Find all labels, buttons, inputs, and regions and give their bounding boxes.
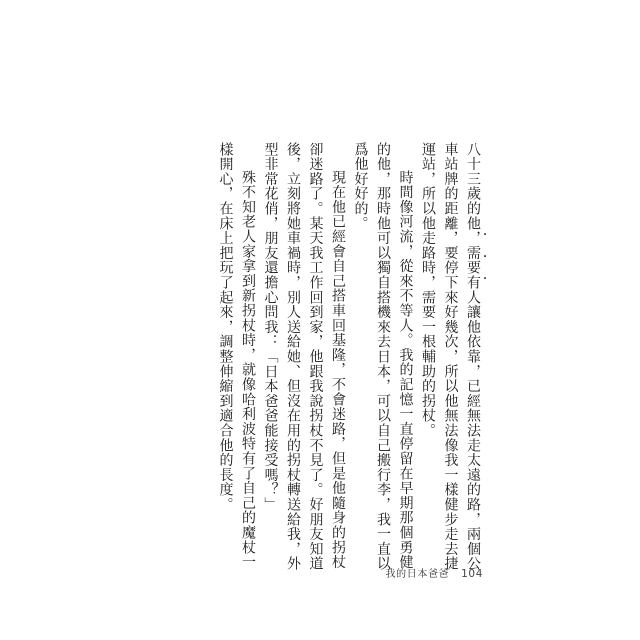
running-title: 我的日本爸爸	[385, 569, 450, 580]
page-footer	[386, 565, 483, 580]
scene-break-dot: ・	[480, 274, 490, 285]
scene-break-dot: ・	[480, 252, 490, 263]
page-number: 104	[461, 568, 483, 580]
paragraph-1: 八十三歲的他，需要有人讓他依靠，已經無法走太遠的路，兩個公車站牌的距離，要停下來好幾次，所以他無法像我一樣健步走去捷運站，所以他走路時，需要一根輔助的拐杖。	[420, 142, 481, 572]
scene-break-dot: ・	[480, 230, 490, 241]
paragraph-2: 時間像河流，從來不等人。我的記憶一直停留在早期那個勇健的他，那時他可以獨自搭機來去日本，可以自己搬行李，我一直以爲他好好的。	[352, 142, 414, 572]
paragraph-4: 殊不知老人家拿到新拐杖時，就像哈利波特有了自己的魔杖一樣開心，在床上把玩了起來，調整伸縮到適合他的長度。	[217, 142, 256, 570]
paragraph-3: 現在他已經會自己搭車回基隆，不會迷路，但是他隨身的拐杖卻迷路了。某天我工作回到家，他跟我說拐杖不見了。好朋友知道後，立刻將她車禍時，別人送給她、但沒在用的拐杖轉送給我，外型非常花俏，朋友還擔心問我：「日本爸爸能接受嗎？」	[262, 142, 346, 572]
body-text	[214, 142, 484, 582]
